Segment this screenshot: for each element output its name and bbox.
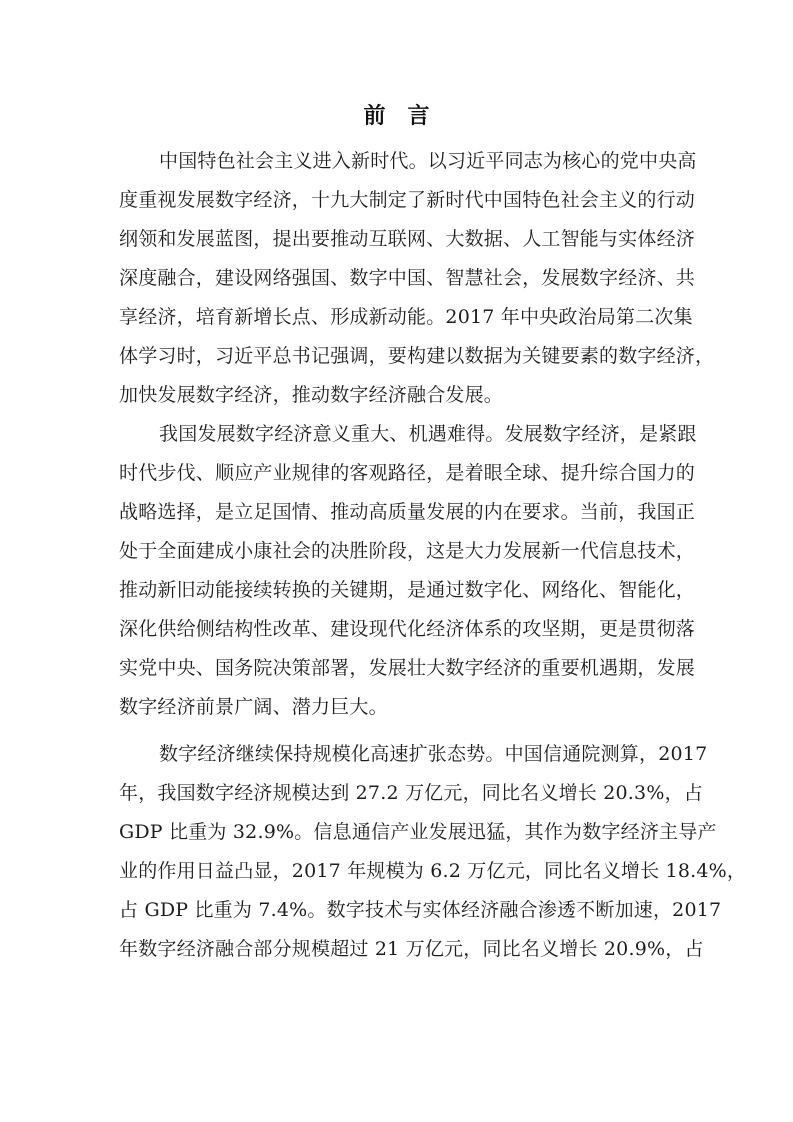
text-line: 度重视发展数字经济，十九大制定了新时代中国特色社会主义的行动 [119, 189, 696, 211]
paragraph-2 [119, 415, 697, 727]
text-line: 年，我国数字经济规模达到 27.2 万亿元，同比名义增长 20.3%，占 [119, 782, 703, 804]
text-line: 实党中央、国务院决策部署，发展壮大数字经济的重要机遇期，发展 [119, 657, 696, 679]
text-line: 纲领和发展蓝图，提出要推动互联网、大数据、人工智能与实体经济 [119, 228, 696, 250]
text-line: 推动新旧动能接续转换的关键期，是通过数字化、网络化、智能化， [119, 579, 696, 601]
text-line: 年数字经济融合部分规模超过 21 万亿元，同比名义增长 20.9%，占 [119, 938, 704, 960]
text-line: 深化供给侧结构性改革、建设现代化经济体系的攻坚期，更是贯彻落 [119, 618, 696, 640]
text-line: 占 GDP 比重为 7.4%。数字技术与实体经济融合渗透不断加速，2017 [119, 899, 722, 921]
document-body [119, 142, 747, 969]
text-line: 体学习时，习近平总书记强调，要构建以数据为关键要素的数字经济， [119, 345, 715, 367]
text-line: 时代步伐、顺应产业规律的客观路径，是着眼全球、提升综合国力的 [119, 462, 696, 484]
text-line: 业的作用日益凸显，2017 年规模为 6.2 万亿元，同比名义增长 18.4%， [119, 860, 747, 882]
text-line: 我国发展数字经济意义重大、机遇难得。发展数字经济，是紧跟 [159, 423, 697, 445]
text-line: 加快发展数字经济，推动数字经济融合发展。 [119, 384, 504, 406]
paragraph-1 [119, 142, 715, 415]
text-line: 享经济，培育新增长点、形成新动能。2017 年中央政治局第二次集 [119, 306, 693, 328]
text-line: GDP 比重为 32.9%。信息通信产业发展迅猛，其作为数字经济主导产 [119, 821, 717, 843]
text-line: 处于全面建成小康社会的决胜阶段，这是大力发展新一代信息技术， [119, 540, 696, 562]
text-line: 战略选择，是立足国情、推动高质量发展的内在要求。当前，我国正 [119, 501, 696, 523]
page-title: 前 言 [363, 104, 430, 129]
text-line: 深度融合，建设网络强国、数字中国、智慧社会，发展数字经济、共 [119, 267, 696, 289]
text-line: 中国特色社会主义进入新时代。以习近平同志为核心的党中央高 [159, 150, 697, 172]
text-line: 数字经济继续保持规模化高速扩张态势。中国信通院测算，2017 [159, 743, 708, 765]
text-line: 数字经济前景广阔、潜力巨大。 [119, 696, 388, 718]
paragraph-3 [119, 735, 747, 969]
